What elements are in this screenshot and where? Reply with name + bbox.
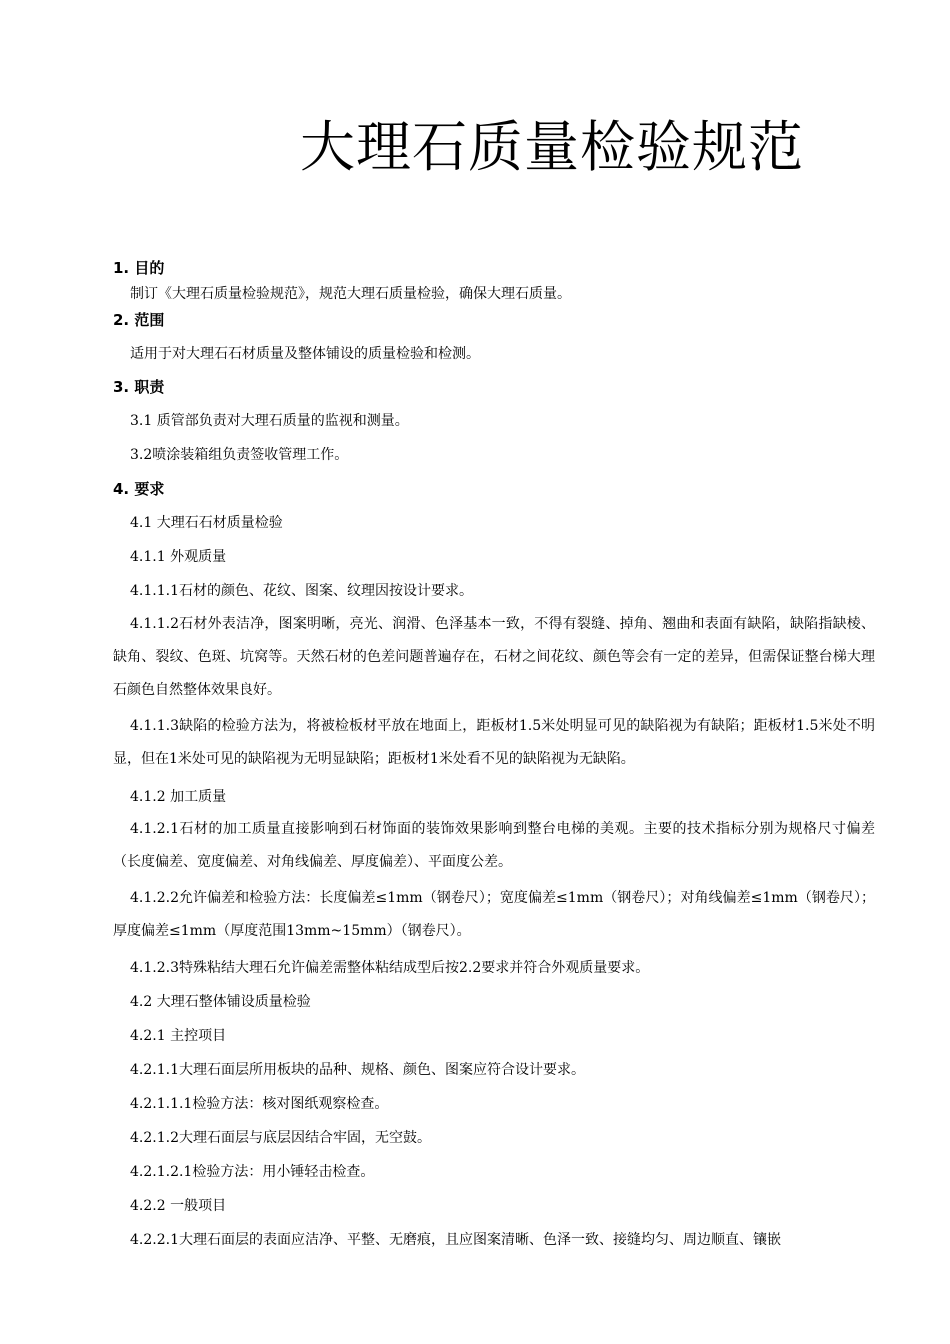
subheading-4-1-1: 4.1.1 外观质量 [130, 549, 227, 565]
paragraph-4-1-2-1: 4.1.2.1石材的加工质量直接影响到石材饰面的装饰效果影响到整台电梯的美观。主要的技术指标分别为规格尺寸偏差（长度偏差、宽度偏差、对角线偏差、厚度偏差）、平面度公差。 [113, 821, 875, 870]
section-heading-responsibility: 3. 职责 [113, 378, 165, 396]
item-4-2-1-1: 4.2.1.1大理石面层所用板块的品种、规格、颜色、图案应符合设计要求。 [130, 1062, 585, 1078]
item-4-2-1-2-1: 4.2.1.2.1检验方法：用小锤轻击检查。 [130, 1164, 375, 1180]
subheading-4-2-1: 4.2.1 主控项目 [130, 1028, 227, 1044]
document-title: 大理石质量检验规范 [300, 115, 805, 179]
item-4-2-1-1-1: 4.2.1.1.1检验方法：核对图纸观察检查。 [130, 1096, 389, 1112]
paragraph-4-1-2-2: 4.1.2.2允许偏差和检验方法：长度偏差≤1mm（钢卷尺）；宽度偏差≤1mm（钢卷尺）；对角线偏差≤1mm（钢卷尺）；厚度偏差≤1mm（厚度范围13mm~15mm）（钢卷尺）。 [113, 890, 875, 939]
paragraph-4-1-1-3: 4.1.1.3缺陷的检验方法为，将被检板材平放在地面上，距板材1.5米处明显可见的缺陷视为有缺陷；距板材1.5米处不明显，但在1米处可见的缺陷视为无明显缺陷；距板材1米处看不见的缺陷视为无缺陷。 [113, 718, 875, 767]
subheading-4-2: 4.2 大理石整体铺设质量检验 [130, 994, 311, 1010]
responsibility-item-3-2: 3.2喷涂装箱组负责签收管理工作。 [130, 447, 349, 463]
item-4-1-2-3: 4.1.2.3特殊粘结大理石允许偏差需整体粘结成型后按2.2要求并符合外观质量要求。 [130, 960, 650, 976]
section-heading-requirements: 4. 要求 [113, 480, 165, 498]
section-heading-scope: 2. 范围 [113, 311, 165, 329]
paragraph-4-1-1-2: 4.1.1.2石材外表洁净，图案明晰，亮光、润滑、色泽基本一致，不得有裂缝、掉角、翘曲和表面有缺陷，缺陷指缺棱、缺角、裂纹、色斑、坑窝等。天然石材的色差问题普遍存在，石材之间花纹、颜色等会有一定的差异，但需保证整台梯大理石颜色自然整体效果良好。 [113, 616, 875, 698]
item-4-2-1-2: 4.2.1.2大理石面层与底层因结合牢固，无空鼓。 [130, 1130, 431, 1146]
subheading-4-1-2: 4.1.2 加工质量 [130, 789, 227, 805]
scope-text: 适用于对大理石石材质量及整体铺设的质量检验和检测。 [130, 346, 480, 362]
subheading-4-2-2: 4.2.2 一般项目 [130, 1198, 227, 1214]
item-4-2-2-1: 4.2.2.1大理石面层的表面应洁净、平整、无磨痕，且应图案清晰、色泽一致、接缝均匀、周边顺直、镶嵌 [130, 1232, 781, 1248]
item-4-1-1-1: 4.1.1.1石材的颜色、花纹、图案、纹理因按设计要求。 [130, 583, 473, 599]
responsibility-item-3-1: 3.1 质管部负责对大理石质量的监视和测量。 [130, 413, 409, 429]
subheading-4-1: 4.1 大理石石材质量检验 [130, 515, 283, 531]
purpose-text: 制订《大理石质量检验规范》，规范大理石质量检验，确保大理石质量。 [130, 286, 571, 302]
section-heading-purpose: 1. 目的 [113, 259, 165, 277]
